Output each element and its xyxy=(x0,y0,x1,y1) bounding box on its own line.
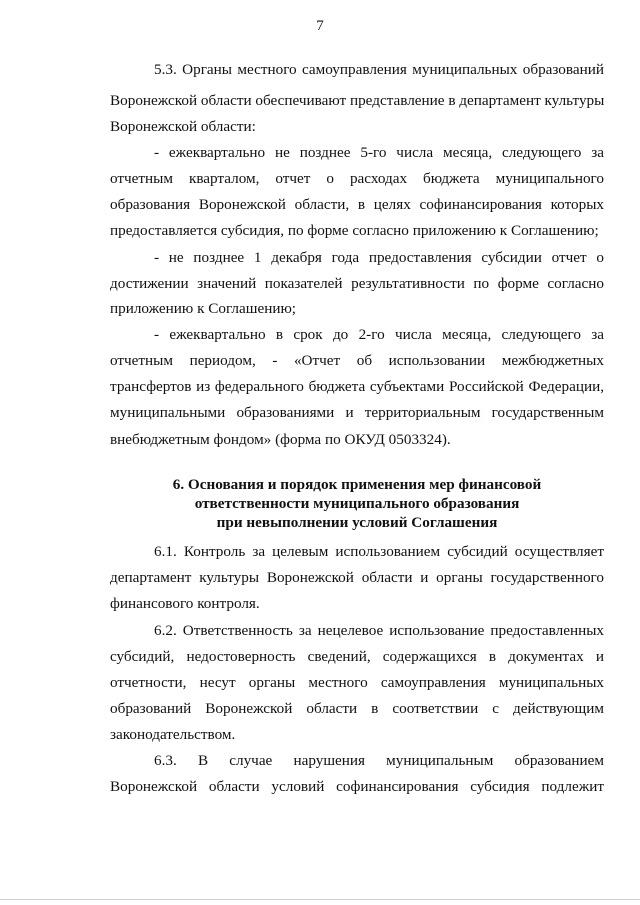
paragraph-6-2-line: образований Воронежской области в соответствии с действующим xyxy=(110,700,604,717)
list-item-line: предоставляется субсидия, по форме согласно приложению к Соглашению; xyxy=(110,222,599,239)
paragraph-5-3-line: 5.3. Органы местного самоуправления муниципальных образований xyxy=(154,61,604,78)
list-item-line: трансфертов из федерального бюджета субъектами Российской Федерации, xyxy=(110,378,604,395)
list-item-line: приложению к Соглашению; xyxy=(110,300,297,317)
paragraph-5-3-line: Воронежской области: xyxy=(110,118,256,135)
paragraph-6-2-line: субсидий, недостоверность сведений, содержащихся в документах и xyxy=(110,648,604,665)
list-item-line: образования Воронежской области, в целях софинансирования которых xyxy=(110,196,604,213)
page-number: 7 xyxy=(316,18,324,34)
paragraph-6-1-line: департамент культуры Воронежской области и органы государственного xyxy=(110,569,604,586)
section-heading: ответственности муниципального образования xyxy=(194,495,520,512)
list-item-line: - ежеквартально в срок до 2-го числа месяца, следующего за xyxy=(154,326,604,343)
paragraph-6-1-line: финансового контроля. xyxy=(110,595,260,612)
list-item-line: внебюджетным фондом» (форма по ОКУД 0503324). xyxy=(110,431,451,448)
list-item-line: - не позднее 1 декабря года предоставления субсидии отчет о xyxy=(154,249,604,266)
paragraph-6-2-line: отчетности, несут органы местного самоуправления муниципальных xyxy=(110,674,604,691)
paragraph-5-3-line: Воронежской области обеспечивают представление в департамент культуры xyxy=(110,92,605,109)
list-item-line: достижении значений показателей результативности по форме согласно xyxy=(110,275,604,292)
paragraph-6-1-line: 6.1. Контроль за целевым использованием субсидий осуществляет xyxy=(154,543,604,560)
paragraph-6-2-line: законодательством. xyxy=(110,726,236,743)
paragraph-6-2-line: 6.2. Ответственность за нецелевое использование предоставленных xyxy=(154,622,604,639)
section-heading: 6. Основания и порядок применения мер финансовой xyxy=(172,476,542,493)
list-item-line: муниципальными образованиями и территориальным государственным xyxy=(110,404,604,421)
list-item-line: отчетным периодом, - «Отчет об использовании межбюджетных xyxy=(110,352,604,369)
section-heading: при невыполнении условий Соглашения xyxy=(216,514,498,531)
list-item-line: отчетным кварталом, отчет о расходах бюджета муниципального xyxy=(110,170,604,187)
paragraph-6-3-line: Воронежской области условий софинансирования субсидия подлежит xyxy=(110,778,604,795)
list-item-line: - ежеквартально не позднее 5-го числа месяца, следующего за xyxy=(154,144,604,161)
paragraph-6-3-line: 6.3. В случае нарушения муниципальным образованием xyxy=(154,752,604,769)
page-bottom-edge xyxy=(0,899,640,900)
